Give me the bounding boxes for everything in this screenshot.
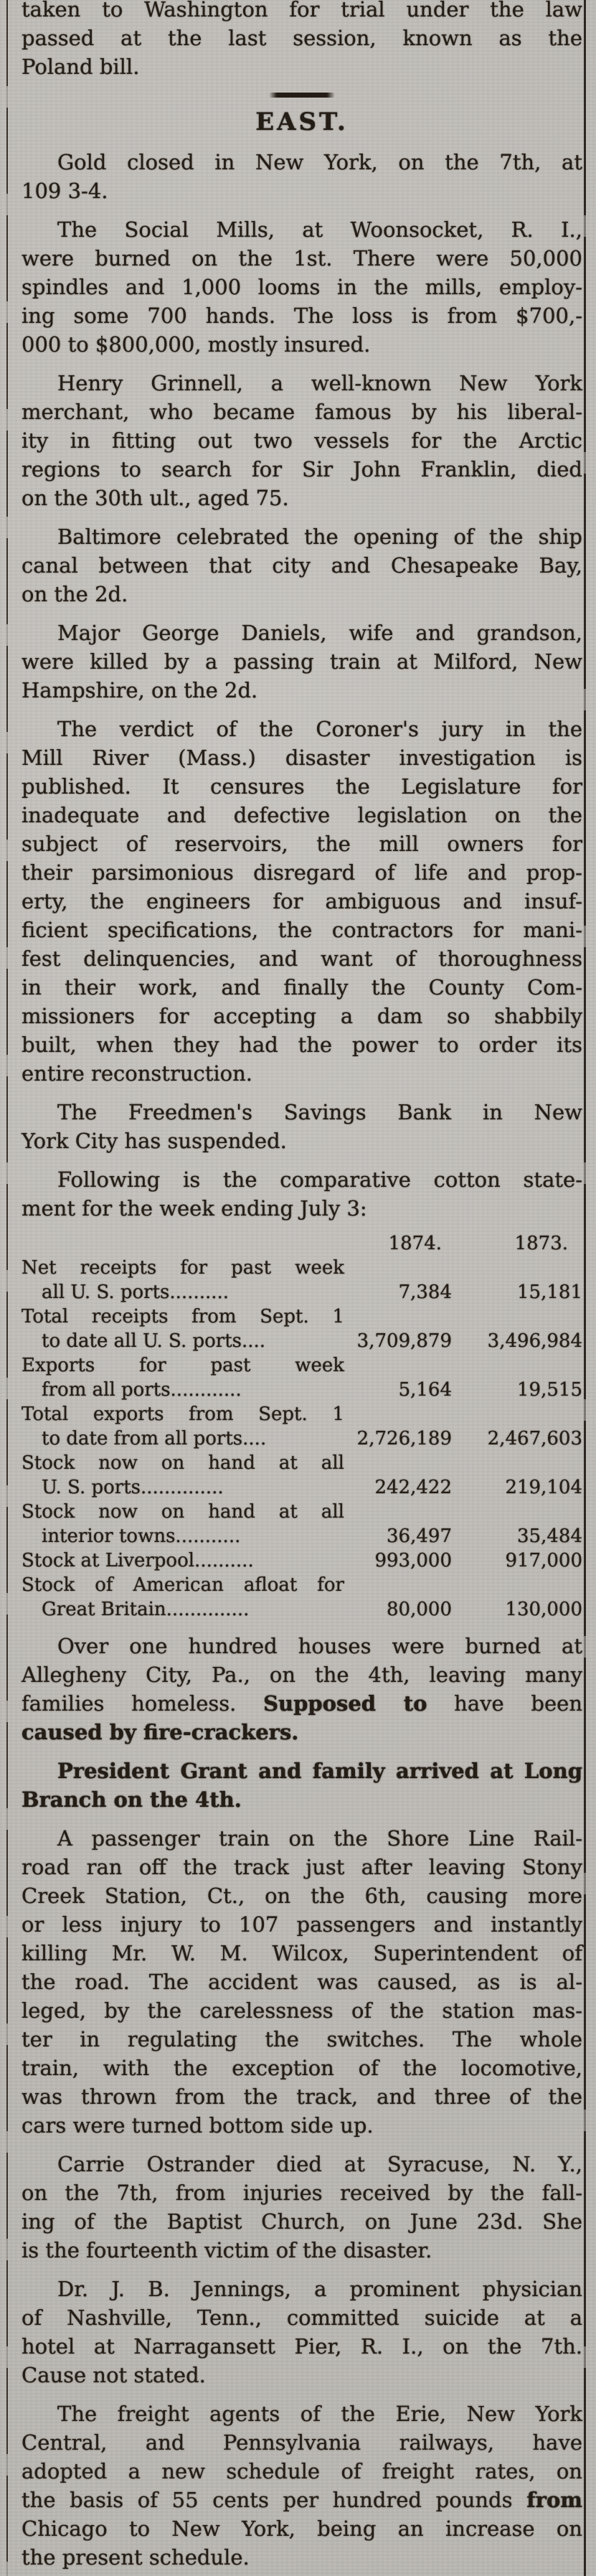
text-line: regions to search for Sir John Franklin, died (22, 457, 582, 481)
text-line: canal between that city and Chesapeake Bay, (22, 553, 582, 578)
text-line: on the 7th, from injuries received by the fall- (22, 2181, 582, 2205)
text-line: Henry Grinnell, a well-known New York (57, 371, 582, 395)
section-divider-ornament (269, 93, 335, 98)
table-row (22, 1451, 582, 1500)
text-line: Carrie Ostrander died at Syracuse, N. Y., (57, 2152, 582, 2176)
row-label: to date from all ports.... (42, 1428, 267, 1449)
value-1873: 219,104 (505, 1477, 582, 1498)
row-label: Stock of American afloat for (22, 1574, 344, 1596)
col-header-1874: 1874. (388, 1233, 442, 1254)
table-row (22, 1305, 582, 1353)
text-line: ity in fitting out two vessels for the Arctic (22, 428, 582, 453)
table-row (22, 1256, 582, 1305)
row-label: Stock now on hand at all (22, 1501, 344, 1523)
paragraph-baltimore-canal (22, 522, 582, 608)
paragraph-mill-river-verdict (22, 715, 582, 1088)
text-line: Poland bill. (22, 55, 140, 79)
value-1873: 917,000 (505, 1550, 582, 1571)
paragraph-gold (22, 148, 582, 205)
text-line: or less injury to 107 passengers and instantly (22, 1912, 582, 1937)
text-line: Following is the comparative cotton state- (57, 1167, 582, 1192)
text-line: Cause not stated. (22, 2363, 206, 2387)
text-line: Creek Station, Ct., on the 6th, causing more (22, 1884, 582, 1908)
text-line: is the fourteenth victim of the disaster. (22, 2238, 432, 2262)
value-1874: 993,000 (374, 1550, 452, 1571)
paragraph-daniels (22, 619, 582, 705)
value-1873: 19,515 (517, 1379, 582, 1401)
text-line: Mill River (Mass.) disaster investigation is (22, 746, 582, 770)
paragraph-ostrander (22, 2150, 582, 2265)
text-line: The Social Mills, at Woonsocket, R. I., (57, 217, 582, 242)
value-1873: 2,467,603 (487, 1428, 582, 1449)
text-line: ter in regulating the switches. The whole (22, 2027, 582, 2051)
row-label: to date all U. S. ports.... (42, 1330, 266, 1352)
row-label: all U. S. ports.......... (42, 1282, 230, 1303)
text-line: passed at the last session, known as the (22, 26, 582, 50)
paragraph-shore-line-accident (22, 1824, 582, 2140)
row-label: U. S. ports.............. (42, 1477, 224, 1498)
text-line: subject of reservoirs, the mill owners for (22, 832, 582, 856)
text-line: A passenger train on the Shore Line Rail- (57, 1826, 582, 1851)
news-column (22, 0, 582, 2572)
text-line: cars were turned bottom side up. (22, 2113, 374, 2138)
row-label: Total receipts from Sept. 1 (22, 1306, 344, 1327)
text-line: President Grant and family arrived at Long (57, 1759, 582, 1783)
text-line: The verdict of the Coroner's jury in the (57, 717, 582, 741)
paragraph-freedmens-bank (22, 1098, 582, 1155)
text-line: were killed by a passing train at Milford, New (22, 649, 582, 674)
table-row (22, 1402, 582, 1451)
table-row (22, 1548, 582, 1573)
text-line: were burned on the 1st. There were 50,000 (22, 246, 582, 271)
value-1874: 80,000 (387, 1599, 452, 1620)
text-line: road ran off the track just after leaving Stony (22, 1855, 582, 1879)
text-line: Gold closed in New York, on the 7th, at (57, 150, 582, 174)
section-title: EAST. (255, 108, 349, 136)
text-line: entire reconstruction. (22, 1061, 253, 1086)
row-label: Stock at Liverpool.......... (22, 1550, 254, 1571)
row-label: from all ports............ (42, 1379, 242, 1401)
table-row (22, 1500, 582, 1548)
value-1874: 7,384 (398, 1282, 452, 1303)
row-label: Great Britain.............. (42, 1599, 250, 1620)
paragraph-allegheny-fire (22, 1632, 582, 1747)
row-label: Stock now on hand at all (22, 1452, 344, 1474)
paragraph-grant (22, 1757, 582, 1814)
value-1874: 5,164 (398, 1379, 452, 1401)
value-1874: 2,726,189 (356, 1428, 452, 1449)
paragraph-poland-bill-fragment (22, 0, 582, 81)
text-line: published. It censures the Legislature for (22, 774, 582, 799)
text-line: train, with the exception of the locomotive, (22, 2056, 582, 2080)
text-line: Central, and Pennsylvania railways, have (22, 2430, 582, 2455)
text-line: ficient specifications, the contractors for mani- (22, 918, 582, 942)
text-line: erty, the engineers for ambiguous and insuf- (22, 889, 582, 913)
text-line: Over one hundred houses were burned at (57, 1634, 582, 1658)
text-line: the basis of 55 cents per hundred pounds from (22, 2488, 582, 2512)
text-line: on the 30th ult., aged 75. (22, 486, 289, 510)
value-1873: 35,484 (517, 1526, 582, 1547)
value-1874: 242,422 (374, 1477, 452, 1498)
text-line: taken to Washington for trial under the law (22, 0, 582, 22)
text-line: spindles and 1,000 looms in the mills, employ- (22, 275, 582, 299)
col-header-1873: 1873. (514, 1233, 568, 1254)
text-line: Branch on the 4th. (22, 1787, 242, 1812)
table-row (22, 1353, 582, 1402)
text-line: adopted a new schedule of freight rates, on (22, 2459, 582, 2483)
text-line: killing Mr. W. M. Wilcox, Superintendent of (22, 1941, 582, 1965)
paragraph-jennings (22, 2275, 582, 2389)
text-line: Allegheny City, Pa., on the 4th, leaving many (22, 1663, 582, 1687)
row-label: Total exports from Sept. 1 (22, 1404, 344, 1425)
text-line: in their work, and finally the County Com- (22, 975, 582, 1000)
paragraph-freight-rates (22, 2399, 582, 2572)
text-line: on the 2d. (22, 582, 128, 606)
text-line: was thrown from the track, and three of the (22, 2084, 582, 2109)
text-line: Dr. J. B. Jennings, a prominent physician (57, 2277, 582, 2301)
text-line: York City has suspended. (22, 1129, 287, 1153)
text-line: the present schedule. (22, 2545, 250, 2570)
text-line: ment for the week ending July 3: (22, 1196, 367, 1221)
text-line: built, when they had the power to order its (22, 1033, 582, 1057)
value-1874: 36,497 (387, 1526, 452, 1547)
row-label: interior towns........... (42, 1526, 241, 1547)
text-line: the road. The accident was caused, as is al- (22, 1970, 582, 1994)
paragraph-grinnell (22, 369, 582, 512)
table-row (22, 1573, 582, 1622)
row-label: Net receipts for past week (22, 1257, 344, 1279)
text-line: Chicago to New York, being an increase on (22, 2516, 582, 2541)
text-line: their parsimonious disregard of life and prop- (22, 860, 582, 885)
text-line: of Nashville, Tenn., committed suicide at a (22, 2305, 582, 2330)
text-line: The Freedmen's Savings Bank in New (57, 1100, 582, 1124)
paragraph-cotton-intro (22, 1165, 582, 1223)
value-1874: 3,709,879 (356, 1330, 452, 1352)
text-line: ing of the Baptist Church, on June 23d. She (22, 2209, 582, 2234)
table-header-row (22, 1231, 582, 1256)
text-line: merchant, who became famous by his liberal- (22, 400, 582, 424)
value-1873: 3,496,984 (487, 1330, 582, 1352)
cotton-statement-table (22, 1231, 582, 1622)
row-label: Exports for past week (22, 1355, 344, 1376)
text-line: 109 3-4. (22, 179, 108, 203)
value-1873: 15,181 (517, 1282, 582, 1303)
text-line: Major George Daniels, wife and grandson, (57, 621, 582, 645)
text-line: leged, by the carelessness of the station mas- (22, 1998, 582, 2023)
text-line: The freight agents of the Erie, New York (57, 2402, 582, 2426)
column-rule-right (584, 0, 586, 2576)
text-line: ing some 700 hands. The loss is from $700,- (22, 304, 582, 328)
text-line: 000 to $800,000, mostly insured. (22, 332, 371, 357)
text-line: inadequate and defective legislation on the (22, 803, 582, 827)
text-line: hotel at Narragansett Pier, R. I., on the 7th. (22, 2334, 582, 2359)
column-rule-left (6, 0, 8, 2576)
paragraph-social-mills (22, 215, 582, 359)
text-line: Hampshire, on the 2d. (22, 678, 258, 702)
text-line: fest delinquencies, and want of thoroughness (22, 946, 582, 971)
text-line: Baltimore celebrated the opening of the ship (57, 525, 582, 549)
text-line: families homeless. Supposed to have been (22, 1691, 582, 1716)
text-line: missioners for accepting a dam so shabbily (22, 1004, 582, 1028)
value-1873: 130,000 (505, 1599, 582, 1620)
text-line: caused by fire-crackers. (22, 1720, 299, 1744)
